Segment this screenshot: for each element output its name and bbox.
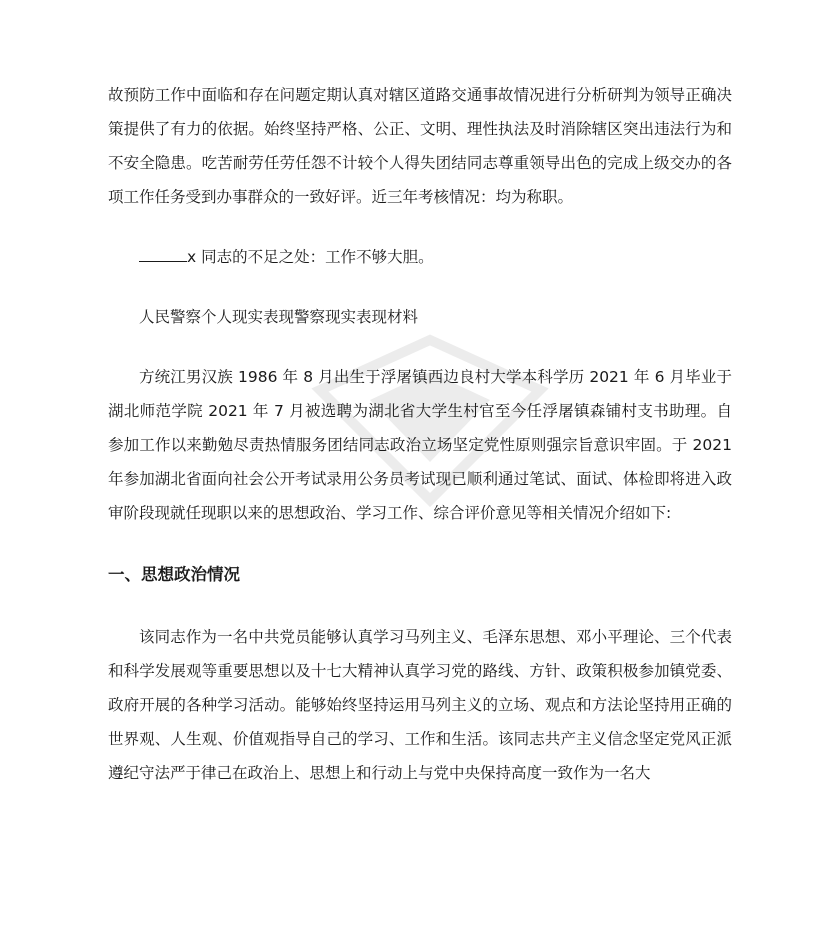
- document-title-line: 人民警察个人现实表现警察现实表现材料: [139, 308, 419, 326]
- document-page: [108, 78, 732, 790]
- shortcoming-line: [108, 240, 732, 274]
- paragraph-performance: 故预防工作中面临和存在问题定期认真对辖区道路交通事故情况进行分析研判为领导正确决策提供了有力的依据。始终坚持严格、公正、文明、理性执法及时消除辖区突出违法行为和不安全隐患。吃苦耐劳任劳任怨不计较个人得失团结同志尊重领导出色的完成上级交办的各项工作任务受到办事群众的一致好评。近三年考核情况：均为称职。: [108, 86, 732, 206]
- section-paragraph: 该同志作为一名中共党员能够认真学习马列主义、毛泽东思想、邓小平理论、三个代表和科学发展观等重要思想以及十七大精神认真学习党的路线、方针、政策积极参加镇党委、政府开展的各种学习活动。能够始终坚持运用马列主义的立场、观点和方法论坚持用正确的世界观、人生观、价值观指导自己的学习、工作和生活。该同志共产主义信念坚定党风正派遵纪守法严于律己在政治上、思想上和行动上与党中央保持高度一致作为一名大: [108, 628, 732, 782]
- section-heading: 一、思想政治情况: [108, 565, 240, 584]
- shortcoming-text: x 同志的不足之处：工作不够大胆。: [187, 248, 434, 266]
- intro-paragraph: 方统江男汉族 1986 年 8 月出生于浮屠镇西边良村大学本科学历 2021 年 6 月毕业于湖北师范学院 2021 年 7 月被选聘为湖北省大学生村官至今任浮屠镇森铺村支书助理。自参加工作以来勤勉尽责热情服务团结同志政治立场坚定党性原则强宗旨意识牢固。于 2021 年参加湖北省面向社会公开考试录用公务员考试现已顺利通过笔试、面试、体检即将进入政审阶段现就任现职以来的思想政治、学习工作、综合评价意见等相关情况介绍如下:: [108, 368, 732, 522]
- blank-underline: [139, 245, 187, 262]
